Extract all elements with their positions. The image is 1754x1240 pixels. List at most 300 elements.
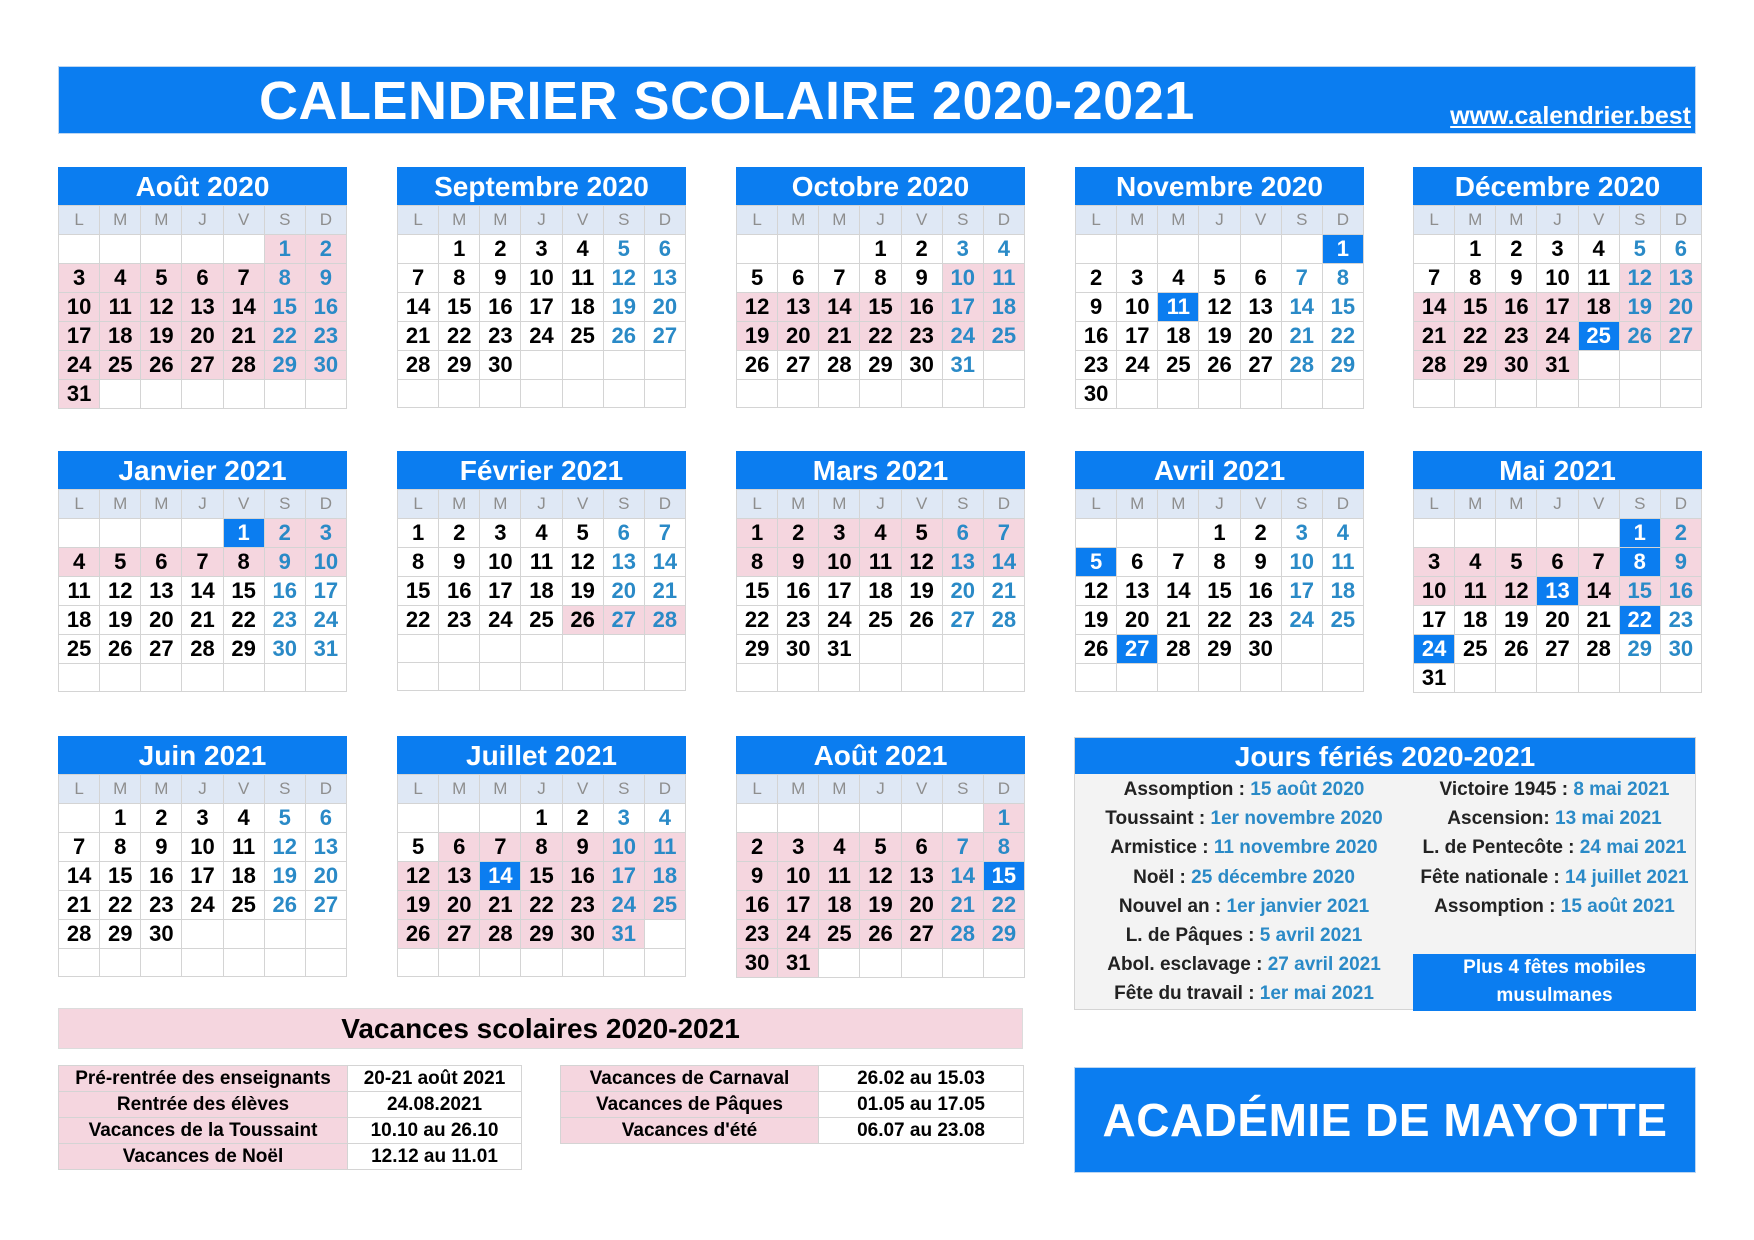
day-cell: 11 bbox=[223, 833, 264, 862]
empty-day-cell bbox=[182, 235, 223, 264]
day-cell: 16 bbox=[901, 293, 942, 322]
weekday-header: D bbox=[1660, 490, 1701, 519]
day-cell: 17 bbox=[480, 577, 521, 606]
weekday-header: V bbox=[223, 206, 264, 235]
weekday-header: L bbox=[59, 775, 100, 804]
vacation-label: Vacances d'été bbox=[561, 1118, 819, 1144]
day-cell: 4 bbox=[59, 548, 100, 577]
day-cell: 14 bbox=[398, 293, 439, 322]
day-cell: 30 bbox=[1660, 635, 1701, 664]
day-cell: 29 bbox=[1455, 351, 1496, 380]
holiday-name: L. de Pentecôte : bbox=[1422, 837, 1580, 859]
day-cell: 22 bbox=[223, 606, 264, 635]
empty-day-cell bbox=[644, 635, 685, 663]
day-cell: 5 bbox=[1619, 235, 1660, 264]
day-cell: 8 bbox=[264, 264, 305, 293]
day-cell: 28 bbox=[819, 351, 860, 380]
weekday-header: D bbox=[305, 206, 346, 235]
empty-day-cell bbox=[603, 635, 644, 663]
day-cell: 16 bbox=[1240, 577, 1281, 606]
day-cell: 10 bbox=[1117, 293, 1158, 322]
day-cell: 6 bbox=[644, 235, 685, 264]
day-cell: 25 bbox=[644, 891, 685, 920]
empty-day-cell bbox=[819, 664, 860, 692]
empty-day-cell bbox=[398, 635, 439, 663]
day-cell: 25 bbox=[860, 606, 901, 635]
vacation-dates: 24.08.2021 bbox=[348, 1092, 522, 1118]
holiday-entry bbox=[1075, 979, 1413, 1008]
month-calendar bbox=[1075, 451, 1364, 692]
day-cell: 26 bbox=[264, 891, 305, 920]
day-cell: 1 bbox=[439, 235, 480, 264]
empty-day-cell bbox=[59, 804, 100, 833]
empty-day-cell bbox=[860, 949, 901, 978]
weekday-header: V bbox=[901, 206, 942, 235]
holiday-name: L. de Pâques : bbox=[1125, 924, 1260, 946]
empty-day-cell bbox=[942, 635, 983, 664]
empty-day-cell bbox=[1117, 380, 1158, 409]
day-cell: 28 bbox=[942, 920, 983, 949]
day-cell: 16 bbox=[562, 862, 603, 891]
vacation-row bbox=[59, 1144, 522, 1170]
day-cell: 29 bbox=[1199, 635, 1240, 664]
day-cell: 4 bbox=[562, 235, 603, 264]
weekday-header: V bbox=[1578, 490, 1619, 519]
holidays-column-right bbox=[1413, 775, 1696, 921]
empty-day-cell bbox=[1240, 664, 1281, 692]
day-cell: 20 bbox=[1240, 322, 1281, 351]
day-cell: 20 bbox=[1660, 293, 1701, 322]
day-cell: 7 bbox=[59, 833, 100, 862]
holiday-name: Assomption : bbox=[1434, 895, 1561, 917]
day-cell: 15 bbox=[1199, 577, 1240, 606]
weekday-header: V bbox=[1578, 206, 1619, 235]
day-cell: 10 bbox=[778, 862, 819, 891]
empty-day-cell bbox=[983, 949, 1024, 978]
empty-day-cell bbox=[59, 664, 100, 692]
vacation-dates: 20-21 août 2021 bbox=[348, 1066, 522, 1092]
weekday-header: V bbox=[223, 775, 264, 804]
vacation-row bbox=[59, 1066, 522, 1092]
weekday-header: L bbox=[398, 206, 439, 235]
day-cell: 4 bbox=[223, 804, 264, 833]
empty-day-cell bbox=[1455, 519, 1496, 548]
day-cell: 13 bbox=[1537, 577, 1578, 606]
holiday-name: Victoire 1945 : bbox=[1439, 779, 1574, 800]
vacation-row bbox=[561, 1092, 1024, 1118]
day-cell: 18 bbox=[59, 606, 100, 635]
day-cell: 27 bbox=[1240, 351, 1281, 380]
empty-day-cell bbox=[141, 664, 182, 692]
page-header bbox=[58, 66, 1696, 134]
weekday-header: M bbox=[480, 490, 521, 519]
mobile-holidays-note bbox=[1413, 954, 1696, 1011]
day-cell: 2 bbox=[1240, 519, 1281, 548]
empty-day-cell bbox=[305, 920, 346, 949]
weekday-header: M bbox=[1496, 206, 1537, 235]
day-cell: 23 bbox=[264, 606, 305, 635]
day-cell: 10 bbox=[1281, 548, 1322, 577]
empty-day-cell bbox=[603, 949, 644, 977]
weekday-header: J bbox=[1199, 206, 1240, 235]
month-calendar bbox=[736, 451, 1025, 692]
weekday-header: J bbox=[1537, 490, 1578, 519]
empty-day-cell bbox=[942, 949, 983, 978]
empty-day-cell bbox=[562, 949, 603, 977]
day-cell: 25 bbox=[100, 351, 141, 380]
weekday-header: M bbox=[819, 775, 860, 804]
weekday-header: J bbox=[182, 206, 223, 235]
holiday-entry bbox=[1075, 775, 1413, 804]
day-cell: 3 bbox=[1281, 519, 1322, 548]
empty-day-cell bbox=[737, 235, 778, 264]
weekday-header: J bbox=[860, 490, 901, 519]
day-cell: 28 bbox=[223, 351, 264, 380]
day-cell: 2 bbox=[1660, 519, 1701, 548]
empty-day-cell bbox=[860, 380, 901, 408]
empty-day-cell bbox=[942, 664, 983, 692]
day-cell: 6 bbox=[901, 833, 942, 862]
month-days-grid bbox=[1075, 205, 1364, 409]
day-cell: 1 bbox=[737, 519, 778, 548]
weekday-header: S bbox=[264, 206, 305, 235]
empty-day-cell bbox=[223, 949, 264, 977]
day-cell: 27 bbox=[778, 351, 819, 380]
day-cell: 2 bbox=[901, 235, 942, 264]
day-cell: 4 bbox=[521, 519, 562, 548]
day-cell: 2 bbox=[737, 833, 778, 862]
day-cell: 29 bbox=[737, 635, 778, 664]
day-cell: 7 bbox=[1414, 264, 1455, 293]
weekday-header: M bbox=[778, 206, 819, 235]
day-cell: 16 bbox=[778, 577, 819, 606]
weekday-header: M bbox=[480, 206, 521, 235]
day-cell: 15 bbox=[100, 862, 141, 891]
month-calendar bbox=[58, 167, 347, 409]
weekday-header: L bbox=[737, 490, 778, 519]
day-cell: 24 bbox=[480, 606, 521, 635]
weekday-header: J bbox=[1537, 206, 1578, 235]
day-cell: 25 bbox=[1158, 351, 1199, 380]
day-cell: 22 bbox=[737, 606, 778, 635]
mobile-holidays-line-1: Plus 4 fêtes mobiles bbox=[1463, 957, 1646, 978]
day-cell: 14 bbox=[1281, 293, 1322, 322]
day-cell: 16 bbox=[305, 293, 346, 322]
day-cell: 23 bbox=[439, 606, 480, 635]
empty-day-cell bbox=[521, 663, 562, 691]
month-calendar bbox=[58, 451, 347, 692]
empty-day-cell bbox=[439, 380, 480, 408]
holiday-name: Nouvel an : bbox=[1118, 895, 1227, 917]
weekday-header: D bbox=[1322, 206, 1363, 235]
day-cell: 2 bbox=[141, 804, 182, 833]
day-cell: 12 bbox=[1619, 264, 1660, 293]
empty-day-cell bbox=[1076, 664, 1117, 692]
day-cell: 21 bbox=[1158, 606, 1199, 635]
holiday-entry bbox=[1413, 775, 1696, 804]
day-cell: 12 bbox=[603, 264, 644, 293]
weekday-header: S bbox=[942, 775, 983, 804]
day-cell: 6 bbox=[603, 519, 644, 548]
holiday-date: 15 août 2021 bbox=[1560, 895, 1675, 917]
day-cell: 10 bbox=[603, 833, 644, 862]
month-days-grid bbox=[736, 774, 1025, 978]
vacation-dates: 06.07 au 23.08 bbox=[819, 1118, 1024, 1144]
day-cell: 19 bbox=[100, 606, 141, 635]
empty-day-cell bbox=[603, 663, 644, 691]
day-cell: 29 bbox=[264, 351, 305, 380]
day-cell: 19 bbox=[398, 891, 439, 920]
empty-day-cell bbox=[521, 351, 562, 380]
empty-day-cell bbox=[860, 635, 901, 664]
vacation-row bbox=[59, 1118, 522, 1144]
weekday-header: D bbox=[983, 490, 1024, 519]
holiday-name: Abol. esclavage : bbox=[1107, 954, 1268, 976]
day-cell: 19 bbox=[141, 322, 182, 351]
weekday-header: M bbox=[778, 775, 819, 804]
holiday-date: 1er novembre 2020 bbox=[1210, 808, 1383, 830]
month-title: Mars 2021 bbox=[736, 451, 1025, 489]
day-cell: 15 bbox=[264, 293, 305, 322]
empty-day-cell bbox=[59, 235, 100, 264]
day-cell: 23 bbox=[901, 322, 942, 351]
day-cell: 12 bbox=[901, 548, 942, 577]
day-cell: 10 bbox=[305, 548, 346, 577]
day-cell: 8 bbox=[737, 548, 778, 577]
day-cell: 1 bbox=[983, 804, 1024, 833]
day-cell: 20 bbox=[1537, 606, 1578, 635]
day-cell: 23 bbox=[737, 920, 778, 949]
holiday-date: 1er mai 2021 bbox=[1259, 983, 1374, 1005]
day-cell: 21 bbox=[983, 577, 1024, 606]
empty-day-cell bbox=[1578, 380, 1619, 408]
day-cell: 18 bbox=[819, 891, 860, 920]
day-cell: 13 bbox=[1660, 264, 1701, 293]
empty-day-cell bbox=[1455, 664, 1496, 693]
weekday-header: S bbox=[942, 490, 983, 519]
day-cell: 13 bbox=[141, 577, 182, 606]
empty-day-cell bbox=[778, 235, 819, 264]
empty-day-cell bbox=[860, 664, 901, 692]
vacation-dates: 10.10 au 26.10 bbox=[348, 1118, 522, 1144]
day-cell: 5 bbox=[603, 235, 644, 264]
empty-day-cell bbox=[398, 380, 439, 408]
public-holidays-panel bbox=[1074, 737, 1696, 1010]
holiday-date: 1er janvier 2021 bbox=[1226, 895, 1370, 917]
day-cell: 19 bbox=[1619, 293, 1660, 322]
day-cell: 30 bbox=[1496, 351, 1537, 380]
month-calendar bbox=[736, 167, 1025, 408]
day-cell: 20 bbox=[778, 322, 819, 351]
day-cell: 12 bbox=[1076, 577, 1117, 606]
weekday-header: M bbox=[778, 490, 819, 519]
empty-day-cell bbox=[141, 235, 182, 264]
holiday-name: Noël : bbox=[1133, 866, 1192, 888]
holiday-entry bbox=[1413, 892, 1696, 921]
day-cell: 24 bbox=[942, 322, 983, 351]
holiday-entry bbox=[1413, 804, 1696, 833]
weekday-header: D bbox=[983, 775, 1024, 804]
day-cell: 11 bbox=[59, 577, 100, 606]
weekday-header: D bbox=[644, 490, 685, 519]
empty-day-cell bbox=[562, 351, 603, 380]
empty-day-cell bbox=[644, 920, 685, 949]
month-calendar bbox=[397, 736, 686, 977]
day-cell: 3 bbox=[778, 833, 819, 862]
day-cell: 9 bbox=[264, 548, 305, 577]
month-title: Octobre 2020 bbox=[736, 167, 1025, 205]
day-cell: 22 bbox=[860, 322, 901, 351]
day-cell: 7 bbox=[942, 833, 983, 862]
day-cell: 30 bbox=[901, 351, 942, 380]
weekday-header: M bbox=[1496, 490, 1537, 519]
day-cell: 20 bbox=[603, 577, 644, 606]
empty-day-cell bbox=[644, 663, 685, 691]
vacation-dates: 01.05 au 17.05 bbox=[819, 1092, 1024, 1118]
day-cell: 3 bbox=[1414, 548, 1455, 577]
day-cell: 22 bbox=[1455, 322, 1496, 351]
month-title: Juillet 2021 bbox=[397, 736, 686, 774]
day-cell: 25 bbox=[1322, 606, 1363, 635]
weekday-header: V bbox=[1240, 206, 1281, 235]
day-cell: 7 bbox=[223, 264, 264, 293]
day-cell: 26 bbox=[603, 322, 644, 351]
month-title: Décembre 2020 bbox=[1413, 167, 1702, 205]
empty-day-cell bbox=[1076, 519, 1117, 548]
empty-day-cell bbox=[305, 664, 346, 692]
empty-day-cell bbox=[1578, 664, 1619, 693]
day-cell: 18 bbox=[860, 577, 901, 606]
empty-day-cell bbox=[603, 351, 644, 380]
weekday-header: M bbox=[100, 490, 141, 519]
empty-day-cell bbox=[1240, 380, 1281, 409]
day-cell: 5 bbox=[264, 804, 305, 833]
day-cell: 1 bbox=[264, 235, 305, 264]
day-cell: 20 bbox=[182, 322, 223, 351]
day-cell: 27 bbox=[1537, 635, 1578, 664]
weekday-header: M bbox=[1117, 490, 1158, 519]
day-cell: 12 bbox=[141, 293, 182, 322]
day-cell: 21 bbox=[59, 891, 100, 920]
month-days-grid bbox=[736, 489, 1025, 692]
day-cell: 18 bbox=[100, 322, 141, 351]
day-cell: 2 bbox=[439, 519, 480, 548]
day-cell: 11 bbox=[1158, 293, 1199, 322]
empty-day-cell bbox=[644, 380, 685, 408]
day-cell: 3 bbox=[1117, 264, 1158, 293]
day-cell: 28 bbox=[398, 351, 439, 380]
weekday-header: M bbox=[480, 775, 521, 804]
empty-day-cell bbox=[439, 663, 480, 691]
weekday-header: V bbox=[562, 775, 603, 804]
website-link[interactable]: www.calendrier.best bbox=[1450, 102, 1691, 130]
day-cell: 9 bbox=[305, 264, 346, 293]
day-cell: 6 bbox=[182, 264, 223, 293]
empty-day-cell bbox=[1619, 664, 1660, 693]
month-calendar bbox=[1413, 167, 1702, 408]
day-cell: 30 bbox=[737, 949, 778, 978]
day-cell: 21 bbox=[223, 322, 264, 351]
empty-day-cell bbox=[1322, 635, 1363, 664]
holiday-entry bbox=[1075, 950, 1413, 979]
empty-day-cell bbox=[1578, 351, 1619, 380]
day-cell: 21 bbox=[1578, 606, 1619, 635]
day-cell: 23 bbox=[1240, 606, 1281, 635]
empty-day-cell bbox=[100, 519, 141, 548]
day-cell: 3 bbox=[1537, 235, 1578, 264]
empty-day-cell bbox=[819, 380, 860, 408]
holiday-date: 13 mai 2021 bbox=[1555, 808, 1662, 830]
empty-day-cell bbox=[819, 235, 860, 264]
day-cell: 22 bbox=[1619, 606, 1660, 635]
weekday-header: J bbox=[521, 490, 562, 519]
weekday-header: M bbox=[1455, 206, 1496, 235]
holiday-name: Fête nationale : bbox=[1420, 866, 1566, 888]
day-cell: 27 bbox=[439, 920, 480, 949]
day-cell: 5 bbox=[100, 548, 141, 577]
day-cell: 24 bbox=[182, 891, 223, 920]
empty-day-cell bbox=[182, 949, 223, 977]
weekday-header: S bbox=[264, 490, 305, 519]
empty-day-cell bbox=[819, 804, 860, 833]
day-cell: 22 bbox=[100, 891, 141, 920]
month-days-grid bbox=[58, 489, 347, 692]
day-cell: 24 bbox=[305, 606, 346, 635]
day-cell: 28 bbox=[182, 635, 223, 664]
weekday-header: M bbox=[1158, 206, 1199, 235]
day-cell: 26 bbox=[860, 920, 901, 949]
day-cell: 14 bbox=[223, 293, 264, 322]
weekday-header: V bbox=[562, 490, 603, 519]
holiday-entry bbox=[1075, 921, 1413, 950]
vacation-label: Rentrée des élèves bbox=[59, 1092, 348, 1118]
empty-day-cell bbox=[521, 635, 562, 663]
day-cell: 25 bbox=[1578, 322, 1619, 351]
day-cell: 17 bbox=[603, 862, 644, 891]
day-cell: 9 bbox=[562, 833, 603, 862]
empty-day-cell bbox=[480, 635, 521, 663]
weekday-header: M bbox=[1158, 490, 1199, 519]
day-cell: 20 bbox=[141, 606, 182, 635]
weekday-header: M bbox=[439, 206, 480, 235]
day-cell: 14 bbox=[59, 862, 100, 891]
school-vacations-table-right bbox=[560, 1065, 1024, 1144]
day-cell: 8 bbox=[1455, 264, 1496, 293]
empty-day-cell bbox=[737, 664, 778, 692]
weekday-header: V bbox=[901, 490, 942, 519]
empty-day-cell bbox=[901, 635, 942, 664]
day-cell: 12 bbox=[1496, 577, 1537, 606]
day-cell: 16 bbox=[141, 862, 182, 891]
day-cell: 2 bbox=[1496, 235, 1537, 264]
holiday-date: 14 juillet 2021 bbox=[1565, 866, 1689, 888]
empty-day-cell bbox=[778, 804, 819, 833]
day-cell: 16 bbox=[1660, 577, 1701, 606]
empty-day-cell bbox=[778, 664, 819, 692]
day-cell: 13 bbox=[1117, 577, 1158, 606]
day-cell: 21 bbox=[1281, 322, 1322, 351]
month-title: Septembre 2020 bbox=[397, 167, 686, 205]
day-cell: 3 bbox=[942, 235, 983, 264]
day-cell: 14 bbox=[942, 862, 983, 891]
day-cell: 1 bbox=[1455, 235, 1496, 264]
weekday-header: D bbox=[1660, 206, 1701, 235]
day-cell: 14 bbox=[644, 548, 685, 577]
empty-day-cell bbox=[264, 920, 305, 949]
holiday-name: Toussaint : bbox=[1105, 808, 1211, 830]
empty-day-cell bbox=[562, 663, 603, 691]
weekday-header: S bbox=[603, 775, 644, 804]
